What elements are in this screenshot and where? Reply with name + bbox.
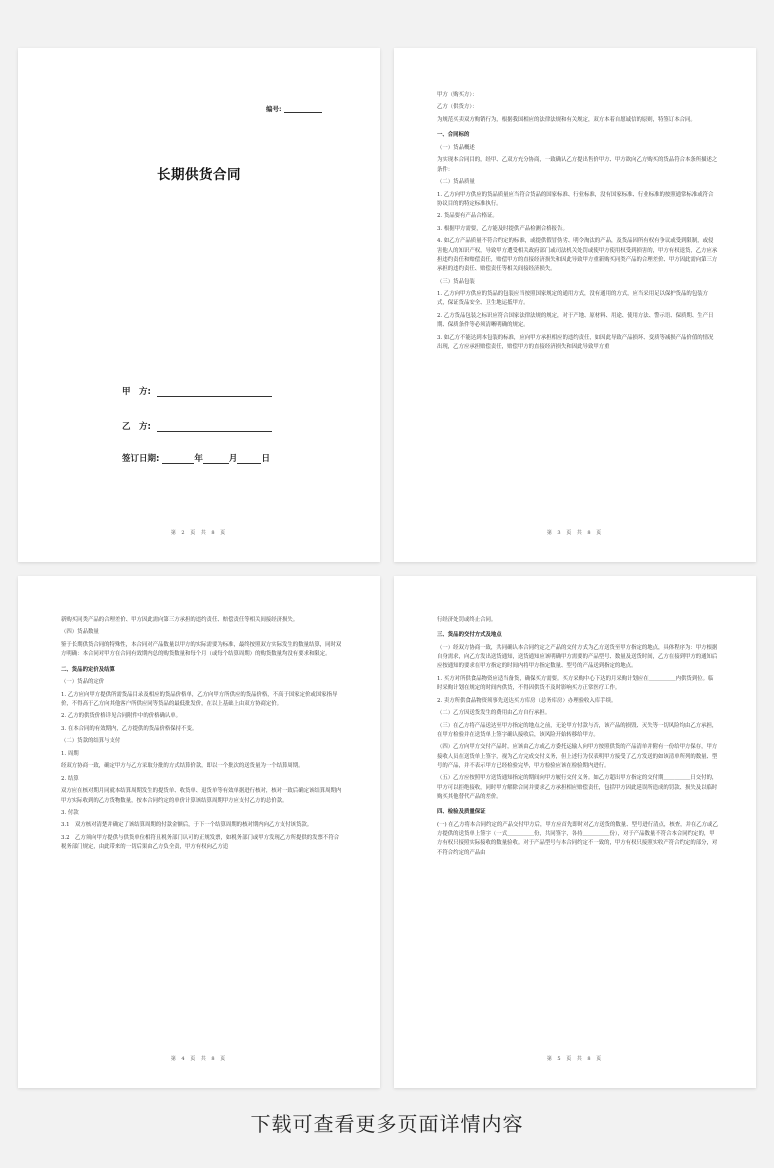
page-number: 第 3 页 共 8 页 [546, 530, 604, 536]
paragraph: 3.1 双方核对清楚并确定了该结算周期的付款金额后，于下一个结算周期的核对期内向乙方支付该货款。 [61, 822, 313, 829]
paragraph: （五）乙方应按照甲方送货通知指定的期间向甲方履行交付义务。如乙方超出甲方指定的交付期＿＿＿＿＿日交付的，甲方可以拒绝接收，同时甲方解除合同并要求乙方承担相应赔偿责任，包括甲方因此延误所造成的罚款、损失及以临时购买其他替代产品的差价。 [437, 775, 718, 801]
year-label: 年 [194, 454, 203, 464]
document-page-cover [18, 48, 380, 562]
paragraph: 3.2 乙方须向甲方提供与供货单位相符且税务部门认可的正规发票，如税务部门或甲方发现乙方所提供的发票不符合税务部门规定，由此带来的一切后果由乙方负全责，甲方有权向乙方追 [61, 834, 340, 851]
page-body [437, 91, 718, 355]
page-number: 第 4 页 共 8 页 [170, 1056, 228, 1062]
contract-number [266, 104, 322, 113]
party-a-label: 甲 方: [122, 387, 151, 397]
paragraph: （一）经双方协商一致，共同确认本合同约定之产品的交付方式为乙方送货至甲方指定的地点，具体程序为：甲方根据自身需求，向乙方发出送货通知，送货通知应该明确甲方需要的产品型号、数量及送货时间，乙方在接到甲方的通知后应按通知的要求在甲方指定的时间内将甲方指定数量、型号的产品送到指定的地点。 [437, 644, 718, 670]
paragraph: 3. 如乙方不能达到本包装的标准，应向甲方承担相应的违约责任，如因此导致产品损坏、变质等减损产品价值的情况出现，乙方应承担赔偿责任，赔偿甲方的直接经济损失和因此导致甲方重 [437, 334, 714, 350]
contract-number-blank [284, 106, 322, 113]
sign-date-field [122, 452, 270, 464]
download-caption: 下载可查看更多页面详情内容 [250, 1112, 524, 1136]
paragraph: 双方应在核对期月同就本结算周期发生的提货单、收货单、退货单等有效单据进行核对，核对一致后确定该结算周期内甲方实际收到的乙方货物数量，按本合同约定的单价计算该结算周期甲方应支付乙方的总价款。 [61, 788, 342, 804]
month-blank [203, 454, 229, 464]
contract-title: 长期供货合同 [157, 167, 241, 183]
paragraph: （二）乙方因送货发生的费用由乙方自行承担。 [437, 710, 551, 717]
paragraph: 2. 货品要有产品合格证。 [437, 213, 498, 220]
year-blank [162, 454, 194, 464]
page-body [437, 616, 718, 861]
party-b-label: 乙 方: [122, 422, 151, 432]
day-label: 日 [261, 454, 270, 464]
paragraph: 为实现本合同目的，经甲、乙双方充分协商，一致确认乙方提出售价甲方、甲方欲向乙方购买的货品符合本条所描述之条件： [437, 157, 718, 173]
paragraph: 乙方（供货方）： [437, 104, 478, 111]
contract-number-label: 编号: [266, 105, 282, 113]
paragraph: （四）货品数量 [61, 629, 99, 636]
paragraph: 鉴于长期供货合同的特殊性，本合同对产品数量以甲方的实际需要为标准，最终按照双方实际发生的数量结算，同时双方明确：本合同对甲方在合同有效期内总的购货数量和每个月（或每个结算周期）的购货数量均没有要求和限定。 [61, 641, 342, 658]
paragraph: 经双方协商一致，确定甲方与乙方采取分批的方式结算价款，即以一个批次的送货量为一个结算周期。 [61, 763, 304, 770]
party-a-blank [157, 387, 272, 397]
paragraph: 2. 结算 [61, 775, 79, 782]
document-page-4 [394, 576, 756, 1088]
month-label: 月 [228, 454, 238, 464]
document-page-2 [394, 48, 756, 562]
sign-date-label: 签订日期: [122, 454, 160, 464]
paragraph: 4. 如乙方产品质量不符合约定的标准，或提供假冒伪劣、明令淘汰的产品，及货品因所有权有争议或受到限制，或侵害他人的知识产权，导致甲方遭受相关政府部门或司法机关处罚或使甲方使用权受到损害的，甲方有权退货，乙方应承担违约责任和赔偿责任，赔偿甲方的直接经济损失和因此导致甲方重新购买同类产品的合理差价、甲方因此需向第三方承担的违约责任、赔偿责任等相关间接经济损失。 [437, 238, 718, 273]
section-heading: 一、合同标的 [437, 132, 470, 139]
paragraph: 2. 乙方的供货价格详见合同附件中的价格确认单。 [61, 713, 182, 720]
paragraph: （三）货品包装 [437, 278, 475, 285]
page-number: 第 2 页 共 8 页 [170, 530, 228, 536]
section-heading: 四、检验及质量保证 [437, 809, 486, 816]
paragraph: 3. 付款 [61, 810, 79, 816]
paragraph: （四）乙方向甲方交付产品时，应该由乙方或乙方委托运输人向甲方按照供货的产品清单并附有一份给甲方保存，甲方接收人员在送货单上签字，视为乙方完成交付义务，但上述行为仅表明甲方接受了乙方发送的如该清单所列的数量、型号的产品，并不表示甲方已经检验完毕，甲方检验应该在检验期内进行。 [437, 744, 718, 769]
page-number: 第 5 页 共 8 页 [546, 1056, 604, 1062]
paragraph: 2. 卖方所供食品物资须事先送达买方库房（总务库房）办理验收入库手续。 [437, 697, 617, 704]
paragraph: 2. 乙方货品包装之标识应符合国家法律法规的规定，对于产地、原材料、用途、使用方法、警示语、保质期、生产日期、保质条件等必须清晰明确的规定。 [437, 312, 714, 329]
paragraph: 行经济处罚或终止合同。 [437, 617, 497, 623]
section-heading: 二、货品的定价及结算 [61, 666, 115, 673]
paragraph: 甲方（购买方）： [437, 92, 478, 98]
page-body [61, 616, 342, 856]
paragraph: 3. 根据甲方需要，乙方能及时提供产品检测合格报告。 [437, 225, 568, 232]
section-heading: 三、货品的交付方式及地点 [437, 632, 502, 639]
paragraph: （二）货品质量 [437, 179, 475, 186]
paragraph: 1. 乙方应向甲方提供所需货品目录及相应的货品价格单，乙方向甲方所供应的货品价格，不高于国家定价或国家指导价，不得高于乙方向其他客户所供应同等货品的最低批发价，在以上基础上由双方协商定价。 [61, 691, 338, 707]
paragraph: (一) 在乙方将本合同约定的产品交付甲方后，甲方应首先即时对乙方送货的数量、型号进行清点，核查，并在乙方或乙方提供的送货单上签字（一式＿＿＿＿＿份，共同签字，各持＿＿＿＿＿份），对于产品数量不符合本合同约定的，甲方有权只接照实际接收的数量验收。对于产品型号与本合同约定不一致的，甲方有权只接照实收产符合约定的部分，对不符合约定的产品由 [437, 821, 718, 856]
paragraph: （一）货品的定价 [61, 679, 105, 686]
party-b-field [122, 420, 272, 432]
paragraph: （二）货款的结算与支付 [61, 738, 121, 745]
document-page-3 [18, 576, 380, 1088]
paragraph: （一）货品概述 [437, 144, 475, 151]
paragraph: 新购买同类产品的合理差价、甲方因此需向第三方承担的违约责任、赔偿责任等相关间接经济损失。 [61, 617, 299, 623]
party-b-blank [157, 422, 272, 432]
paragraph: 3. 在本合同的有效期内，乙方提供的货品价格保持不变。 [61, 725, 198, 732]
party-a-field [122, 385, 272, 397]
paragraph: 为规范买卖双方购销行为，根据我国相应的法律法规和有关规定，双方本着自愿诚信的原则，特签订本合同。 [437, 116, 696, 123]
paragraph: 1. 买方对所供食品物资应适当备货，确保买方需要。买方采购中心下达的月采购计划应在＿＿＿＿＿内供货到位。临时采购计划在规定的时间内供货，不得因供货不及时影响买方正常医疗工作。 [437, 675, 714, 692]
paragraph: 1. 周期 [61, 750, 79, 757]
day-blank [237, 454, 261, 464]
paragraph: 1. 乙方向甲方供应的货品质量应当符合货品的国家标准、行业标准，没有国家标准、行业标准的按照通常标准或符合协议目的的特定标准执行。 [437, 191, 714, 207]
paragraph: 1. 乙方向甲方供应的货品的包装应当按照国家规定的通用方式，没有通用的方式，应当采用足以保护货品的包装方式，保证货品安全、卫生地运抵甲方。 [437, 291, 708, 307]
paragraph: （三）在乙方将产品送达至甲方指定的地点之前，无论甲方付款与否，该产品的损毁、灭失等一切风险均由乙方承担，在甲方检验并在送货单上签字确认接收后，该风险开始转移给甲方。 [437, 722, 718, 738]
